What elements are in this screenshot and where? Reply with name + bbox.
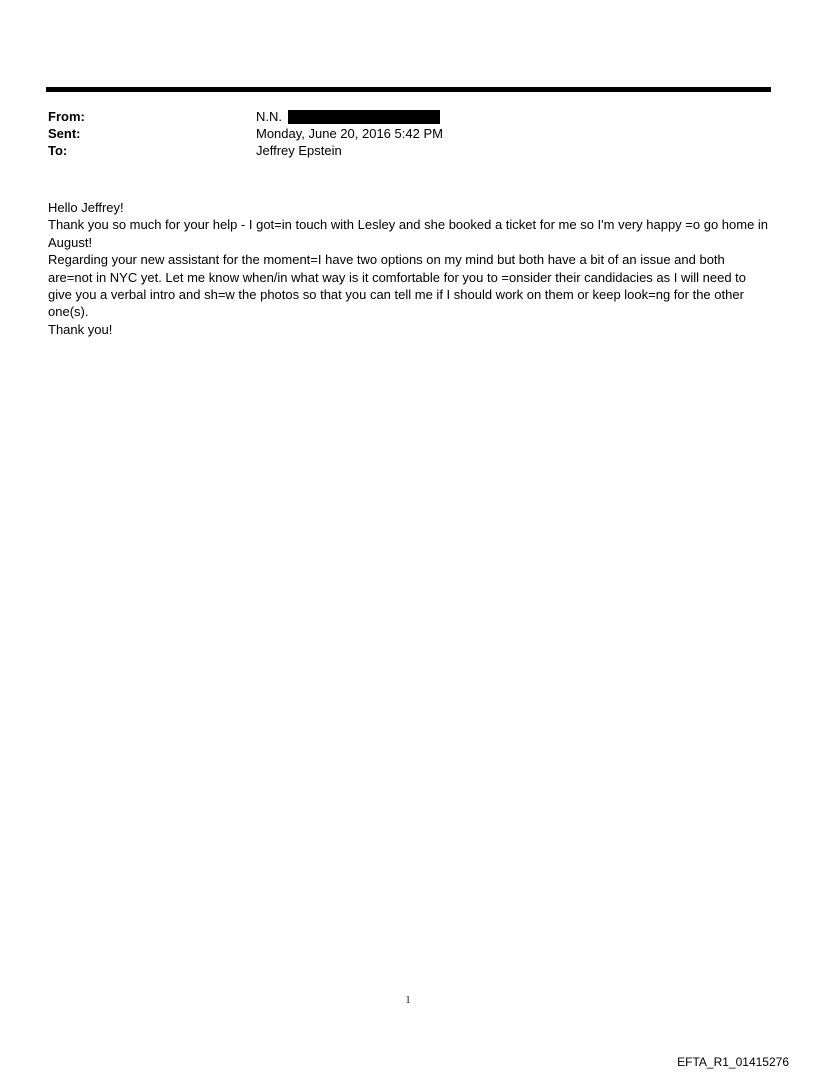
from-label: From: <box>48 109 85 124</box>
sent-label: Sent: <box>48 126 81 141</box>
redaction-block <box>288 110 440 124</box>
closing: Thank you! <box>48 321 113 337</box>
from-sender: N.N. <box>256 109 282 124</box>
to-value: Jeffrey Epstein <box>256 143 342 158</box>
to-label: To: <box>48 143 68 158</box>
page-number: 1 <box>405 995 411 1006</box>
header-divider <box>46 87 771 92</box>
email-header <box>48 108 768 159</box>
from-value <box>256 108 440 125</box>
greeting: Hello Jeffrey! <box>48 200 124 215</box>
document-id: EFTA_R1_01415276 <box>677 1055 789 1069</box>
sent-value: Monday, June 20, 2016 5:42 PM <box>256 126 443 141</box>
email-body <box>48 199 770 338</box>
to-row <box>48 142 768 159</box>
from-row <box>48 108 768 125</box>
sent-row <box>48 125 768 142</box>
body-paragraph-2: Regarding your new assistant for the moment=I have two options on my mind but both have a bit of an issue and both are=not in NYC yet. Let me know when/in what way is it comfortable for you to =onsider their candidacies as I will need to give you a verbal intro and sh=w the photos so that you can tell me if I should work on them or keep look=ng for the other one(s). <box>48 252 747 320</box>
body-paragraph-1: Thank you so much for your help - I got=in touch with Lesley and she booked a ticket for me so I'm very happy =o go home in August! <box>48 217 769 250</box>
